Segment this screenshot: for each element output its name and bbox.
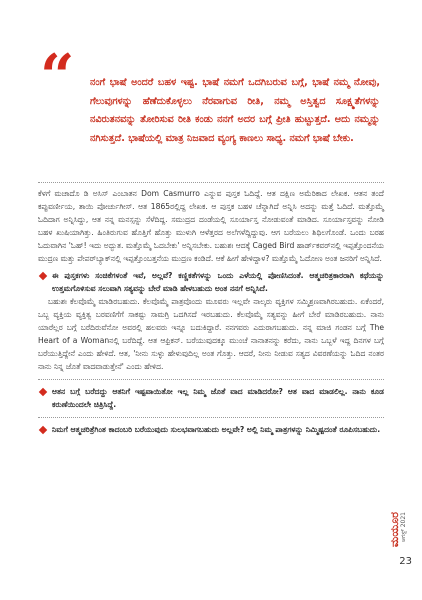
quote-mark-icon: “ <box>40 42 75 112</box>
bullet-diamond-icon <box>39 272 47 280</box>
divider-rule <box>38 379 384 380</box>
question-1 <box>38 270 384 296</box>
page-number: 23 <box>399 556 412 567</box>
magazine-brand: ಮಯೂರ <box>388 512 401 548</box>
paragraph-1: ಕೆಳಗೆ ಮಚಾದೊ ಡಿ ಅಸಿಸ್ ಎಂಬಾತನ Dom Casmurro ಎನ್ನುವ ಪುಸ್ತಕ ಓದಿದ್ದೆ. ಆತ ದಕ್ಷಿಣ ಅಮೆರಿಕಾದ ಲೇಖಕ. ಆತನ ತಂದೆ ಕಪ್ಪುವರ್ಣೀಯ, ತಾಯಿ ಪೋರ್ಚುಗೀಸ್. ಆತ 1865ರಲ್ಲಿದ್ದ ಲೇಖಕ. ಆ ಪುಸ್ತಕ ಬಹಳ ಚೆನ್ನಾಗಿದೆ ಅನ್ನಿಸಿ ಅದನ್ನು ಮತ್ತೆ ಓದಿದೆ. ಮತ್ತೊಮ್ಮೆ ಓದಿದಾಗ ಅನ್ನಿಸಿದ್ದು, ಆತ ನನ್ನ ಮನಸ್ಸನ್ನು ಸೆಳೆದಿದ್ದ. ಸಮುದ್ರದ ದಂಡೆಯಲ್ಲಿ ಸೂರ್ಯಾಸ್ತ ನೋಡುವಂತೆ ಮಾಡಿದ. ಸೂರ್ಯಾಸ್ತವನ್ನು ನೋಡಿ ಬಹಳ ಖುಷಿಯಾಗಿತ್ತು. ಹಿಂತಿರುಗುವ ಹೊತ್ತಿಗೆ ಹೊತ್ತು ಮುಳುಗಿ ಆಳೆತ್ತರದ ಅಲೆಗಳೆದ್ದಿದ್ದುವು. ಆಗ ಬರೆಯಲು ಶಿಥಿಲಗೊಂಡೆ. ಒಂದು ಬರಹ ಓದುವಾಗಿನ 'ಓಹ್! ಇದು ಅದ್ಭುತ. ಮತ್ತೊಮ್ಮೆ ಓದಬೇಕು' ಅನ್ನಿಸಬೇಕು. ಬಹುಶಃ ಆದಕ್ಕೆ Caged Bird ಹಾರ್ಡ್‌ಕವರ್‌ನಲ್ಲಿ ಇಪ್ಪತ್ತೊಂದನೆಯ ಮುದ್ರಣ ಮತ್ತು ಪೇಪರ್‌ಬ್ಯಾಕ್‌ನಲ್ಲಿ ಇಪ್ಪತ್ತೊಂಬತ್ತನೆಯ ಮುದ್ರಣ ಕಂಡಿದೆ. ಆಕೆ ಹೀಗೆ ಹೇಳಿದ್ದಾಳ? ಮತ್ತೊಮ್ಮೆ ಓದೋಣ ಅಂತ ಜನರಿಗೆ ಅನ್ನಿಸಿದೆ. <box>38 189 384 263</box>
pull-quote <box>40 42 382 178</box>
bullet-diamond-icon <box>39 425 47 433</box>
question-2-text: ಆತನ ಬಗ್ಗೆ ಬರೆದದ್ದು ಆತನಿಗೆ ಇಷ್ಟವಾಯಿತೋ ಇಲ್ಲ ನಿಮ್ಮ ಜೊತೆ ವಾದ ಮಾಡಿದರೋ? ಆತ ವಾದ ಮಾಡಲಿಲ್ಲ. ನಾನು ಕೂಡ ಕರುಣೆಯಿಂದಲೇ ಚಿತ್ರಿಸಿದ್ದೆ. <box>52 386 384 409</box>
question-3 <box>38 424 384 437</box>
divider-rule <box>38 417 384 418</box>
paragraph-2: ಬಹುಶಃ ಕೆಲವೊಮ್ಮೆ ಮಾಡಿರಬಹುದು. ಕೆಲವೊಮ್ಮೆ ಪಾತ್ರವೊಂದು ಮೂವರು ಇಲ್ಲವೇ ನಾಲ್ಕರು ವ್ಯಕ್ತಿಗಳ ಸಮ್ಮಿಶ್ರಣವಾಗಿರಬಹುದು. ಏಕೆಂದರೆ, ಒಬ್ಬ ವ್ಯಕ್ತಿಯ ವ್ಯಕ್ತಿತ್ವ ಬರವಣಿಗೆಗೆ ಸಾಕಷ್ಟು ಸಾಮಗ್ರಿ ಒದಗಿಸದೆ ಇರಬಹುದು. ಕೆಲವೊಮ್ಮೆ ಸತ್ಯವನ್ನು ಹೀಗೆ ಬೇರೆ ಮಾಡಿರಬಹುದು. ನಾನು ಯಾರೆಲ್ಲರ ಬಗ್ಗೆ ಬರೆದಿರುವೆನೋ ಅವರಲ್ಲಿ ಹಲವರು ಇನ್ನೂ ಬದುಕಿದ್ದಾರೆ. ನನಗವರು ಎದುರಾಗಬಹುದು. ನನ್ನ ಮಾಜಿ ಗಂಡನ ಬಗ್ಗೆ The Heart of a Womanನಲ್ಲಿ ಬರೆದಿದ್ದೆ. ಆತ ಆಫ್ರಿಕನ್. ಬರೆಯುವುದಕ್ಕೂ ಮುಂಚೆ ನಾನಾತನನ್ನು ಕರೆದು, ನಾನು ಒಬ್ಬಳೆ ಇದ್ದ ದಿನಗಳ ಬಗ್ಗೆ ಬರೆಯುತ್ತಿದ್ದೇನೆ ಎಂದು ಹೇಳಿದೆ. ಆತ, 'ನೀನು ಸುಳ್ಳು ಹೇಳುವುದಿಲ್ಲ ಅಂತ ಗೊತ್ತು. ಆದರೆ, ನೀನು ನೀಡುವ ಸತ್ಯದ ವಿವರಣೆಯನ್ನು ಓದಿದ ನಂತರ ನಾನು ನಿನ್ನ ಜೊತೆ ವಾದವಾಡುತ್ತೇನೆ' ಎಂದು ಹೇಳಿದ. <box>38 297 384 371</box>
question-2 <box>38 386 384 412</box>
divider-rule <box>38 182 384 183</box>
article-body <box>38 188 384 436</box>
question-1-text: ಈ ಪುಸ್ತಕಗಳು ಸಂಚಿಕೆಗಳಂತೆ ಇವೆ, ಅಲ್ಲವೆ? ಕಣ್ಣಿಕತೆಗಳನ್ನು ಒಂದು ಎಳೆಯಲ್ಲಿ ಪೋಣಿಸಿದಂತೆ. ಆತ್ಮಚರಿತ್ರಕಾರರಾಗಿ ಕಥೆಯನ್ನು ಉತ್ತಮಗೊಳಿಸುವ ಸಲುವಾಗಿ ಸತ್ಯವನ್ನು ಬೇರೆ ಮಾಡಿ ಹೇಳಬಹುದು ಅಂತ ನನಗೆ ಅನ್ನಿಸಿದೆ. <box>52 271 384 294</box>
question-3-text: ನಿಮಗೆ ಆತ್ಮಚರಿತ್ರೆಗಿಂತ ಕಾದಂಬರಿ ಬರೆಯುವುದು ಸುಲಭವಾಗಬಹುದು ಅಲ್ಲವೇ? ಅಲ್ಲಿ ನಿಮ್ಮ ಪಾತ್ರಗಳನ್ನು ನಿಮ್ಮಿಷ್ಟದಂತೆ ರೂಪಿಸಬಹುದು. <box>52 424 381 434</box>
issue-date: ಆಗಸ್ಟ್ 2021 <box>400 512 407 542</box>
pull-quote-text: ನಂಗೆ ಭಾಷೆ ಅಂದರೆ ಬಹಳ ಇಷ್ಟ. ಭಾಷೆ ನಮಗೆ ಒದಗಿಬರುವ ಬಗ್ಗೆ, ಭಾಷೆ ನಮ್ಮ ನೋವು, ಗೆಲುವುಗಳನ್ನು ಹೆಣೆದುಕೊಳ್ಳಲು ನೆರವಾಗುವ ರೀತಿ, ನಮ್ಮ ಅಸ್ತಿತ್ವದ ಸೂಕ್ಷ್ಮತೆಗಳನ್ನು ನವಿರುತನವನ್ನು ತೋರಿಸುವ ರೀತಿ ಕಂಡು ನನಗೆ ಅದರ ಬಗ್ಗೆ ಪ್ರೀತಿ ಹುಟ್ಟುತ್ತದೆ. ಆದು ನಮ್ಮನ್ನು ನಗಿಸುತ್ತದೆ. ಭಾಷೆಯಲ್ಲಿ ಮಾತ್ರ ನಿಜವಾದ ವ್ಯಂಗ್ಯ ಕಾಣಲು ಸಾಧ್ಯ. ನಮಗೆ ಭಾಷೆ ಬೇಕು. <box>90 77 380 144</box>
bullet-diamond-icon <box>39 387 47 395</box>
